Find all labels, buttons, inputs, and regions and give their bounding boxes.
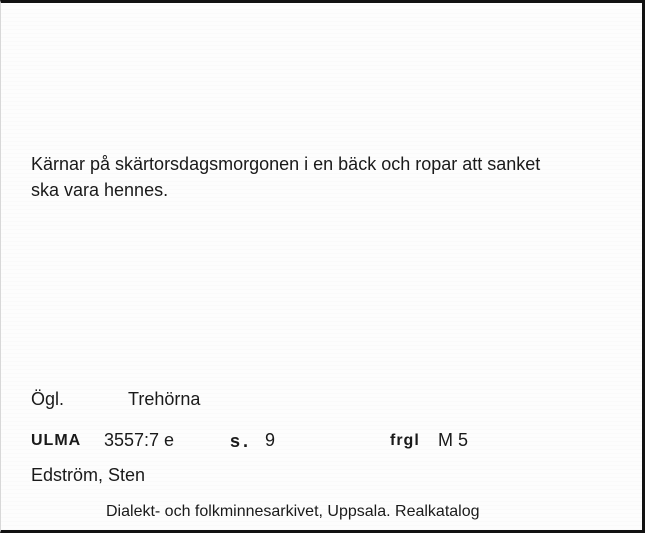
parish-name: Trehörna	[128, 389, 201, 409]
card-description	[31, 151, 621, 203]
page-label: s.	[230, 431, 252, 451]
page-value: 9	[265, 430, 276, 450]
province-label: Ögl.	[31, 389, 65, 409]
category-value: M 5	[438, 430, 469, 450]
category-label: frgl	[390, 432, 420, 449]
description-line-2: ska vara hennes.	[31, 180, 169, 200]
description-line-1: Kärnar på skärtorsdagsmorgonen i en bäck och ropar att sanket	[31, 154, 541, 174]
collector-name: Edström, Sten	[31, 465, 146, 485]
archive-footer: Dialekt- och folkminnesarkivet, Uppsala. Realkatalog	[106, 503, 480, 520]
archive-code: ULMA	[31, 432, 82, 449]
archive-number: 3557:7 e	[104, 430, 175, 450]
